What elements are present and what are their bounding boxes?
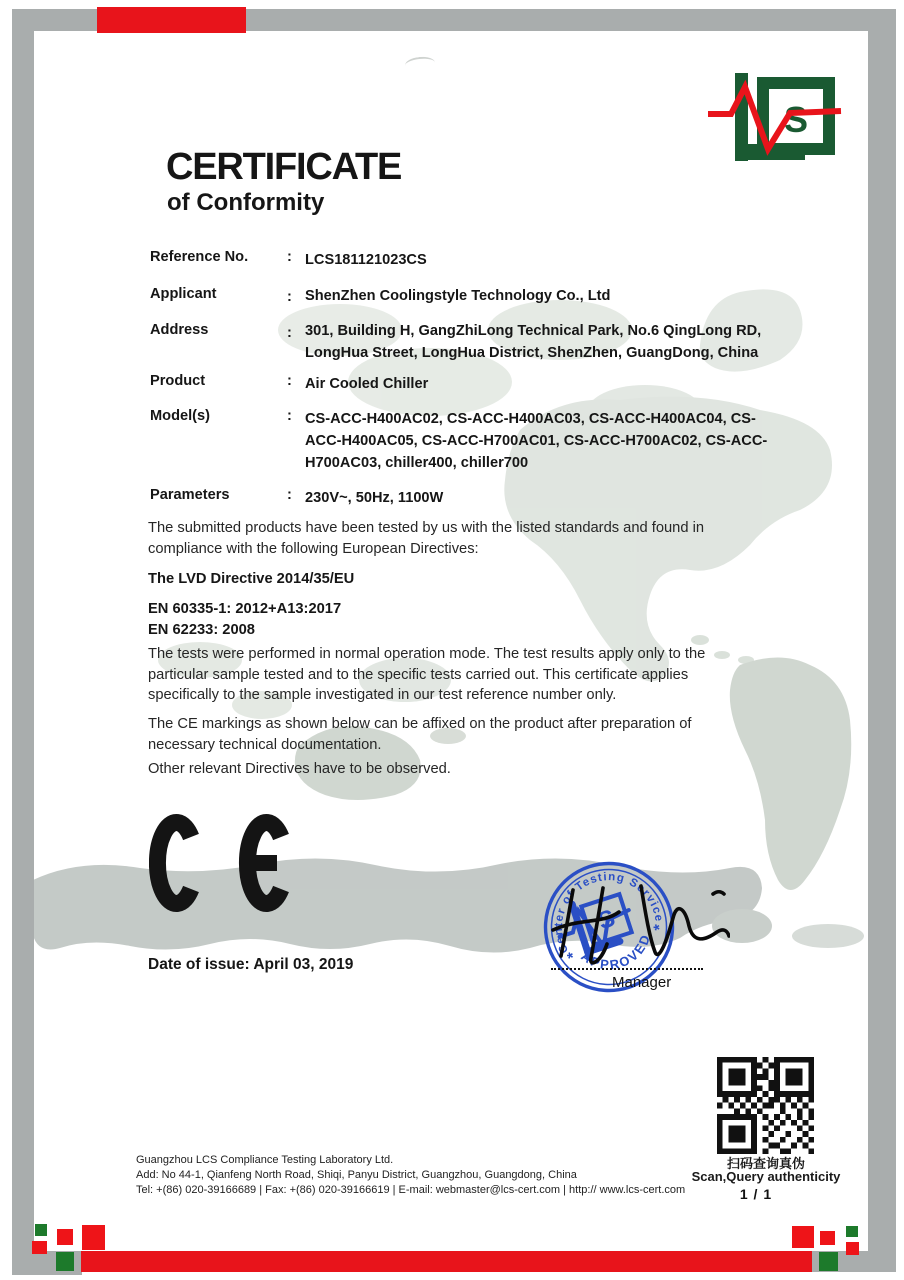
paragraph-ce-markings: The CE markings as shown below can be affixed on the product after preparation of necessary technical documentation. — [148, 716, 692, 753]
stamp-star-left: * — [565, 949, 577, 968]
colon: : — [287, 373, 292, 389]
deco-square-red — [57, 1229, 73, 1245]
deco-square-green — [35, 1224, 47, 1236]
deco-square-red — [82, 1225, 105, 1250]
field-value-models: CS-ACC-H400AC02, CS-ACC-H400AC03, CS-ACC-H400AC04, CS- ACC-H400AC05, CS-ACC-H700AC01, CS-ACC-H700AC02, CS-ACC- H700AC03, chiller400, chiller700 — [305, 411, 768, 471]
stamp-star-right: * — [652, 921, 664, 940]
qr-caption-en: Scan,Query authenticity — [691, 1169, 841, 1184]
certificate-subtitle: of Conformity — [167, 189, 325, 216]
field-label-parameters: Parameters — [150, 487, 230, 503]
frame-right — [868, 9, 896, 1272]
signature-line — [551, 952, 703, 970]
colon: : — [287, 325, 292, 341]
qr-code — [717, 1057, 814, 1154]
deco-square-red — [820, 1231, 835, 1245]
certificate-title: CERTIFICATE — [166, 146, 402, 188]
field-value-applicant: ShenZhen Coolingstyle Technology Co., Ltd — [305, 288, 611, 304]
frame-bottom-red-band — [81, 1251, 812, 1272]
lcs-logo — [708, 68, 848, 173]
deco-square-green — [846, 1226, 858, 1237]
field-value-parameters: 230V~, 50Hz, 1100W — [305, 490, 444, 506]
paragraph-intro: The submitted products have been tested by us with the listed standards and found in compliance with the following European Directives: — [148, 520, 705, 557]
deco-square-green — [819, 1252, 838, 1271]
frame-left — [12, 9, 34, 1275]
field-label-reference: Reference No. — [150, 249, 249, 265]
colon: : — [287, 408, 292, 424]
paragraph-other-directives: Other relevant Directives have to be observed. — [148, 761, 451, 777]
paragraph-tests: The tests were performed in normal operation mode. The test results apply only to the particular sample tested and to the specific tests carried out. This certificate applies specifically to the sample investigated in our test reference number only. — [148, 646, 706, 703]
field-label-address: Address — [150, 322, 209, 338]
deco-square-red — [792, 1226, 814, 1248]
standards-list: EN 60335-1: 2012+A13:2017 EN 62233: 2008 — [148, 601, 342, 638]
date-of-issue: Date of issue: April 03, 2019 — [148, 956, 354, 973]
page-number: 1 / 1 — [739, 1186, 773, 1202]
field-value-address: 301, Building H, GangZhiLong Technical Park, No.6 QingLong RD, LongHua Street, LongHua District, ShenZhen, GuangDong, China — [305, 323, 762, 361]
colon: : — [287, 487, 292, 503]
deco-square-red — [32, 1241, 47, 1254]
ce-mark — [149, 813, 299, 915]
field-value-product: Air Cooled Chiller — [305, 376, 429, 392]
logo-letter: S — [783, 99, 809, 140]
lvd-directive: The LVD Directive 2014/35/EU — [148, 571, 355, 587]
stamp-approved-text: APPROVED — [578, 931, 654, 973]
colon: : — [287, 289, 292, 305]
field-label-applicant: Applicant — [150, 286, 217, 302]
field-label-product: Product — [150, 373, 206, 389]
stamp-arc-text: Center of Testing Service — [552, 870, 665, 956]
footer-company: Guangzhou LCS Compliance Testing Laboratory Ltd. — [136, 1154, 394, 1166]
field-label-models: Model(s) — [150, 408, 210, 424]
deco-square-red — [846, 1242, 859, 1255]
footer-block — [136, 1153, 685, 1197]
deco-square-green — [56, 1252, 74, 1271]
stamp-logo-letter: S — [594, 904, 619, 936]
qr-caption-cn: 扫码查询真伪 — [726, 1156, 805, 1171]
footer-contacts: Tel: +(86) 020-39166689 | Fax: +(86) 020-39166619 | E-mail: webmaster@lcs-cert.com | http:// www.lcs-cert.com — [136, 1183, 686, 1196]
signer-title: Manager — [612, 974, 672, 991]
colon: : — [287, 249, 292, 265]
footer-address: Add: No 44-1, Qianfeng North Road, Shiqi, Panyu District, Guangzhou, Guangdong, China — [136, 1168, 577, 1181]
frame-top-red-segment — [97, 7, 246, 33]
field-value-reference: LCS181121023CS — [305, 252, 427, 268]
